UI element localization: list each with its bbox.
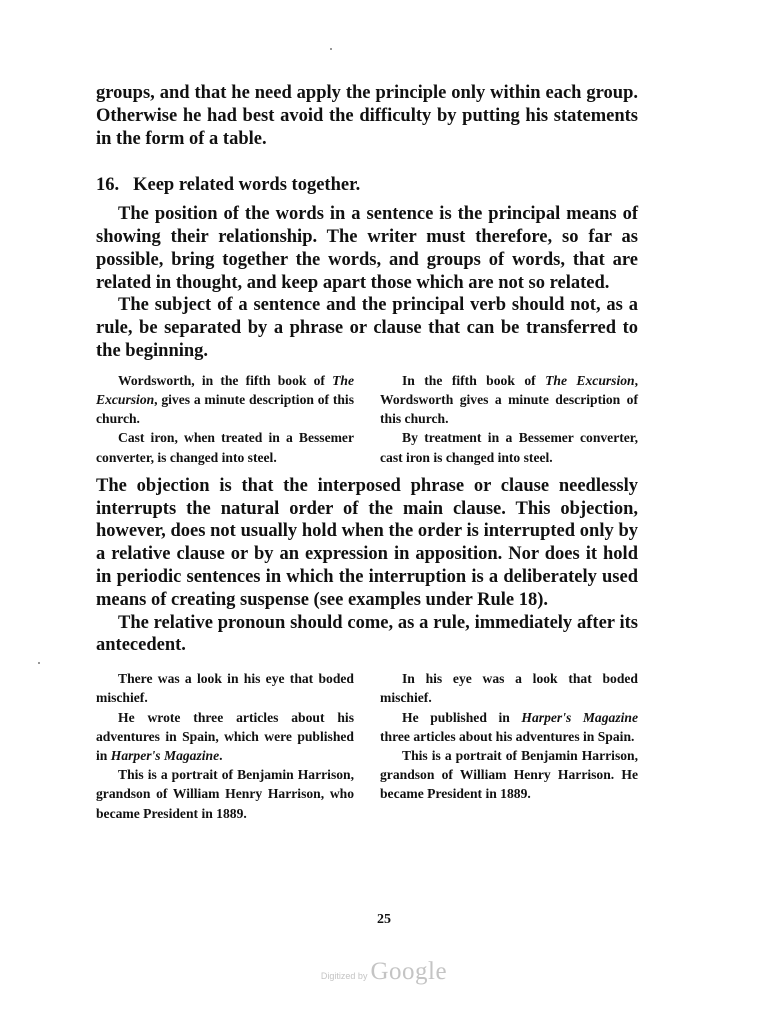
example-title-italic: Harper's Magazine: [521, 709, 638, 725]
example-title-italic: Harper's Magazine: [110, 747, 220, 763]
example-item: This is a portrait of Benjamin Harrison, grandson of William Henry Harrison, who became President in 1889.: [96, 767, 354, 821]
example-item: [96, 708, 354, 766]
example-title-italic: The Excursion: [545, 372, 635, 388]
example-text: , gives a minute description of this church.: [96, 391, 354, 427]
example-item: [380, 371, 638, 429]
example-item: By treatment in a Bessemer converter, cast iron is changed into steel.: [380, 430, 638, 465]
watermark-small-text: Digitized by: [320, 971, 368, 981]
examples-right-column: [380, 371, 638, 467]
rule-title: Keep related words together.: [133, 175, 361, 196]
example-item: [96, 371, 354, 429]
examples-right-column: [380, 669, 638, 823]
example-item: [380, 708, 638, 746]
examples-left-column: [96, 669, 354, 823]
page-number: 25: [377, 912, 391, 927]
examples-table-2: [96, 669, 638, 823]
example-title-italic: The Excursion: [96, 372, 354, 407]
intro-paragraph: groups, and that he need apply the principle only within each group. Otherwise he had best avoid the difficulty by putting his statements in the form of a table.: [96, 83, 638, 149]
example-text: .: [219, 747, 223, 763]
example-text: Wordsworth, in the fifth book of: [118, 372, 333, 388]
example-item: This is a portrait of Benjamin Harrison, grandson of William Henry Harrison. He became President in 1889.: [380, 747, 638, 802]
digitized-watermark: [0, 958, 768, 986]
example-text: He wrote three articles about his adventures in Spain, which were published in: [96, 709, 354, 763]
example-item: Cast iron, when treated in a Bessemer converter, is changed into steel.: [96, 430, 354, 465]
watermark-google-text: Google: [370, 958, 448, 985]
rule-number: 16.: [96, 175, 120, 196]
example-item: There was a look in his eye that boded mischief.: [96, 671, 354, 706]
example-text: three articles about his adventures in Spain.: [380, 728, 635, 744]
example-text: He published in: [402, 709, 522, 725]
examples-table-1: [96, 371, 638, 467]
paragraph: The objection is that the interposed phrase or clause needlessly interrupts the natural order of the main clause. This objection, however, does not usually hold when the order is interrupted only by a relative clause or by an expression in apposition. Nor does it hold in periodic sentences in which the interruption is a deliberately used means of creating suspense (see examples under Rule 18).: [96, 475, 638, 610]
scan-speck: [330, 48, 332, 50]
example-text: , Wordsworth gives a minute description of this church.: [380, 372, 639, 427]
page-body: [96, 82, 638, 831]
rule-heading: [96, 174, 638, 197]
examples-left-column: [96, 371, 354, 467]
paragraph: The relative pronoun should come, as a rule, immediately after its antecedent.: [96, 612, 638, 656]
example-text: In the fifth book of: [402, 372, 546, 388]
scan-speck: [38, 662, 40, 664]
example-item: In his eye was a look that boded mischief.: [380, 671, 638, 706]
paragraph: The subject of a sentence and the principal verb should not, as a rule, be separated by a phrase or clause that can be transferred to the beginning.: [96, 295, 638, 361]
paragraph: The position of the words in a sentence is the principal means of showing their relationship. The writer must therefore, so far as possible, bring together the words, and groups of words, that are related in thought, and keep apart those which are not so related.: [96, 204, 638, 293]
